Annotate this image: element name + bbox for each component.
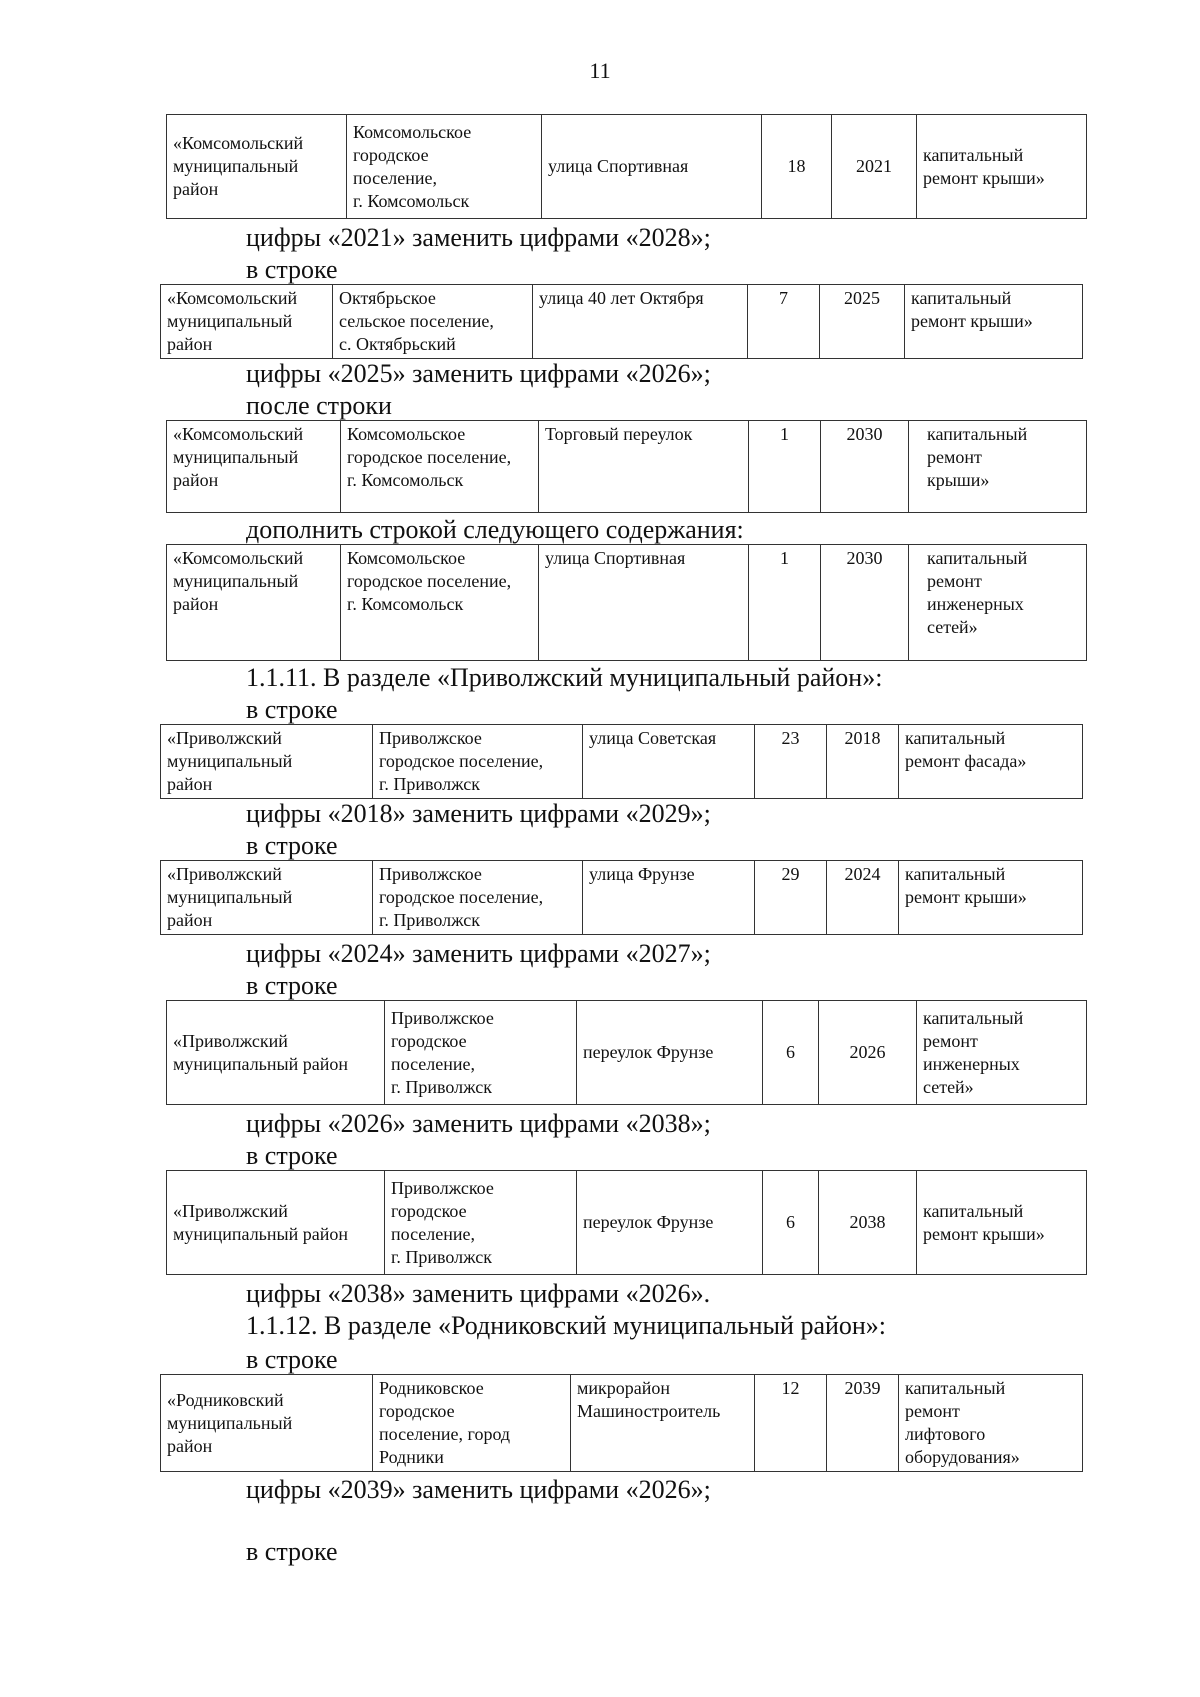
instruction-text: в строке — [246, 695, 338, 724]
instruction-text: цифры «2039» заменить цифрами «2026»; — [246, 1475, 711, 1504]
municipal-district-cell: «Родниковский муниципальный район — [161, 1375, 373, 1472]
year-cell: 2030 — [821, 545, 909, 661]
settlement-cell: Октябрьское сельское поселение, с. Октябрьский — [333, 285, 533, 359]
instruction-text: в строке — [246, 971, 338, 1000]
house-number-cell: 29 — [755, 861, 827, 935]
street-cell: микрорайон Машиностроитель — [571, 1375, 755, 1472]
settlement-cell: Приволжское городское поселение, г. Приволжск — [385, 1001, 577, 1105]
section-heading: 1.1.12. В разделе «Родниковский муниципальный район»: — [246, 1311, 887, 1340]
settlement-cell: Комсомольское городское поселение, г. Комсомольск — [341, 545, 539, 661]
municipal-district-cell: «Приволжский муниципальный район — [167, 1171, 385, 1275]
year-cell: 2021 — [832, 115, 917, 219]
instruction-text: в строке — [246, 1537, 338, 1566]
amendment-table-torgovy-pereulok — [166, 420, 1087, 513]
house-number-cell: 6 — [763, 1171, 819, 1275]
work-type-cell: капитальный ремонт инженерных сетей» — [909, 545, 1087, 661]
amendment-table-komsomolsk-sportivnaya-18 — [166, 114, 1087, 219]
settlement-cell: Родниковское городское поселение, город Родники — [373, 1375, 571, 1472]
house-number-cell: 6 — [763, 1001, 819, 1105]
work-type-cell: капитальный ремонт инженерных сетей» — [917, 1001, 1087, 1105]
house-number-cell: 12 — [755, 1375, 827, 1472]
settlement-cell: Комсомольское городское поселение, г. Комсомольск — [347, 115, 542, 219]
work-type-cell: капитальный ремонт крыши» — [905, 285, 1083, 359]
year-cell: 2038 — [819, 1171, 917, 1275]
table-row — [161, 285, 1083, 359]
instruction-text: в строке — [246, 255, 338, 284]
street-cell: переулок Фрунзе — [577, 1001, 763, 1105]
amendment-table-oktyabrsky — [160, 284, 1083, 359]
amendment-table-new-row-sportivnaya-1 — [166, 544, 1087, 661]
street-cell: улица Фрунзе — [583, 861, 755, 935]
table-row — [167, 421, 1087, 513]
year-cell: 2024 — [827, 861, 899, 935]
instruction-text: в строке — [246, 1345, 338, 1374]
amendment-table-rodniki — [160, 1374, 1083, 1472]
table-row — [167, 1171, 1087, 1275]
section-heading: 1.1.11. В разделе «Приволжский муниципальный район»: — [246, 663, 883, 692]
work-type-cell: капитальный ремонт фасада» — [899, 725, 1083, 799]
house-number-cell: 1 — [749, 421, 821, 513]
settlement-cell: Приволжское городское поселение, г. Приволжск — [373, 861, 583, 935]
street-cell: улица 40 лет Октября — [533, 285, 748, 359]
instruction-text: цифры «2038» заменить цифрами «2026». — [246, 1279, 711, 1308]
year-cell: 2018 — [827, 725, 899, 799]
municipal-district-cell: «Комсомольский муниципальный район — [167, 115, 347, 219]
instruction-text: цифры «2026» заменить цифрами «2038»; — [246, 1109, 711, 1138]
settlement-cell: Приволжское городское поселение, г. Приволжск — [385, 1171, 577, 1275]
municipal-district-cell: «Комсомольский муниципальный район — [161, 285, 333, 359]
house-number-cell: 18 — [762, 115, 832, 219]
municipal-district-cell: «Приволжский муниципальный район — [161, 725, 373, 799]
year-cell: 2025 — [820, 285, 905, 359]
year-cell: 2039 — [827, 1375, 899, 1472]
municipal-district-cell: «Комсомольский муниципальный район — [167, 545, 341, 661]
street-cell: улица Спортивная — [539, 545, 749, 661]
year-cell: 2030 — [821, 421, 909, 513]
instruction-text: после строки — [246, 391, 392, 420]
instruction-text: дополнить строкой следующего содержания: — [246, 515, 744, 544]
street-cell: улица Советская — [583, 725, 755, 799]
street-cell: переулок Фрунзе — [577, 1171, 763, 1275]
instruction-text: цифры «2021» заменить цифрами «2028»; — [246, 223, 711, 252]
street-cell: улица Спортивная — [542, 115, 762, 219]
table-row — [161, 1375, 1083, 1472]
house-number-cell: 1 — [749, 545, 821, 661]
work-type-cell: капитальный ремонт лифтового оборудования» — [899, 1375, 1083, 1472]
work-type-cell: капитальный ремонт крыши» — [917, 115, 1087, 219]
amendment-table-pereulok-frunze-2038 — [166, 1170, 1087, 1275]
instruction-text: цифры «2024» заменить цифрами «2027»; — [246, 939, 711, 968]
house-number-cell: 23 — [755, 725, 827, 799]
table-row — [161, 861, 1083, 935]
municipal-district-cell: «Приволжский муниципальный район — [167, 1001, 385, 1105]
amendment-table-pereulok-frunze-2026 — [166, 1000, 1087, 1105]
work-type-cell: капитальный ремонт крыши» — [917, 1171, 1087, 1275]
amendment-table-frunze-29 — [160, 860, 1083, 935]
instruction-text: цифры «2025» заменить цифрами «2026»; — [246, 359, 711, 388]
municipal-district-cell: «Комсомольский муниципальный район — [167, 421, 341, 513]
table-row — [167, 545, 1087, 661]
page-number: 11 — [589, 58, 611, 83]
year-cell: 2026 — [819, 1001, 917, 1105]
instruction-text: цифры «2018» заменить цифрами «2029»; — [246, 799, 711, 828]
table-row — [161, 725, 1083, 799]
table-row — [167, 1001, 1087, 1105]
house-number-cell: 7 — [748, 285, 820, 359]
settlement-cell: Приволжское городское поселение, г. Приволжск — [373, 725, 583, 799]
work-type-cell: капитальный ремонт крыши» — [909, 421, 1087, 513]
table-row — [167, 115, 1087, 219]
work-type-cell: капитальный ремонт крыши» — [899, 861, 1083, 935]
amendment-table-sovetskaya — [160, 724, 1083, 799]
instruction-text: в строке — [246, 1141, 338, 1170]
municipal-district-cell: «Приволжский муниципальный район — [161, 861, 373, 935]
instruction-text: в строке — [246, 831, 338, 860]
settlement-cell: Комсомольское городское поселение, г. Комсомольск — [341, 421, 539, 513]
street-cell: Торговый переулок — [539, 421, 749, 513]
